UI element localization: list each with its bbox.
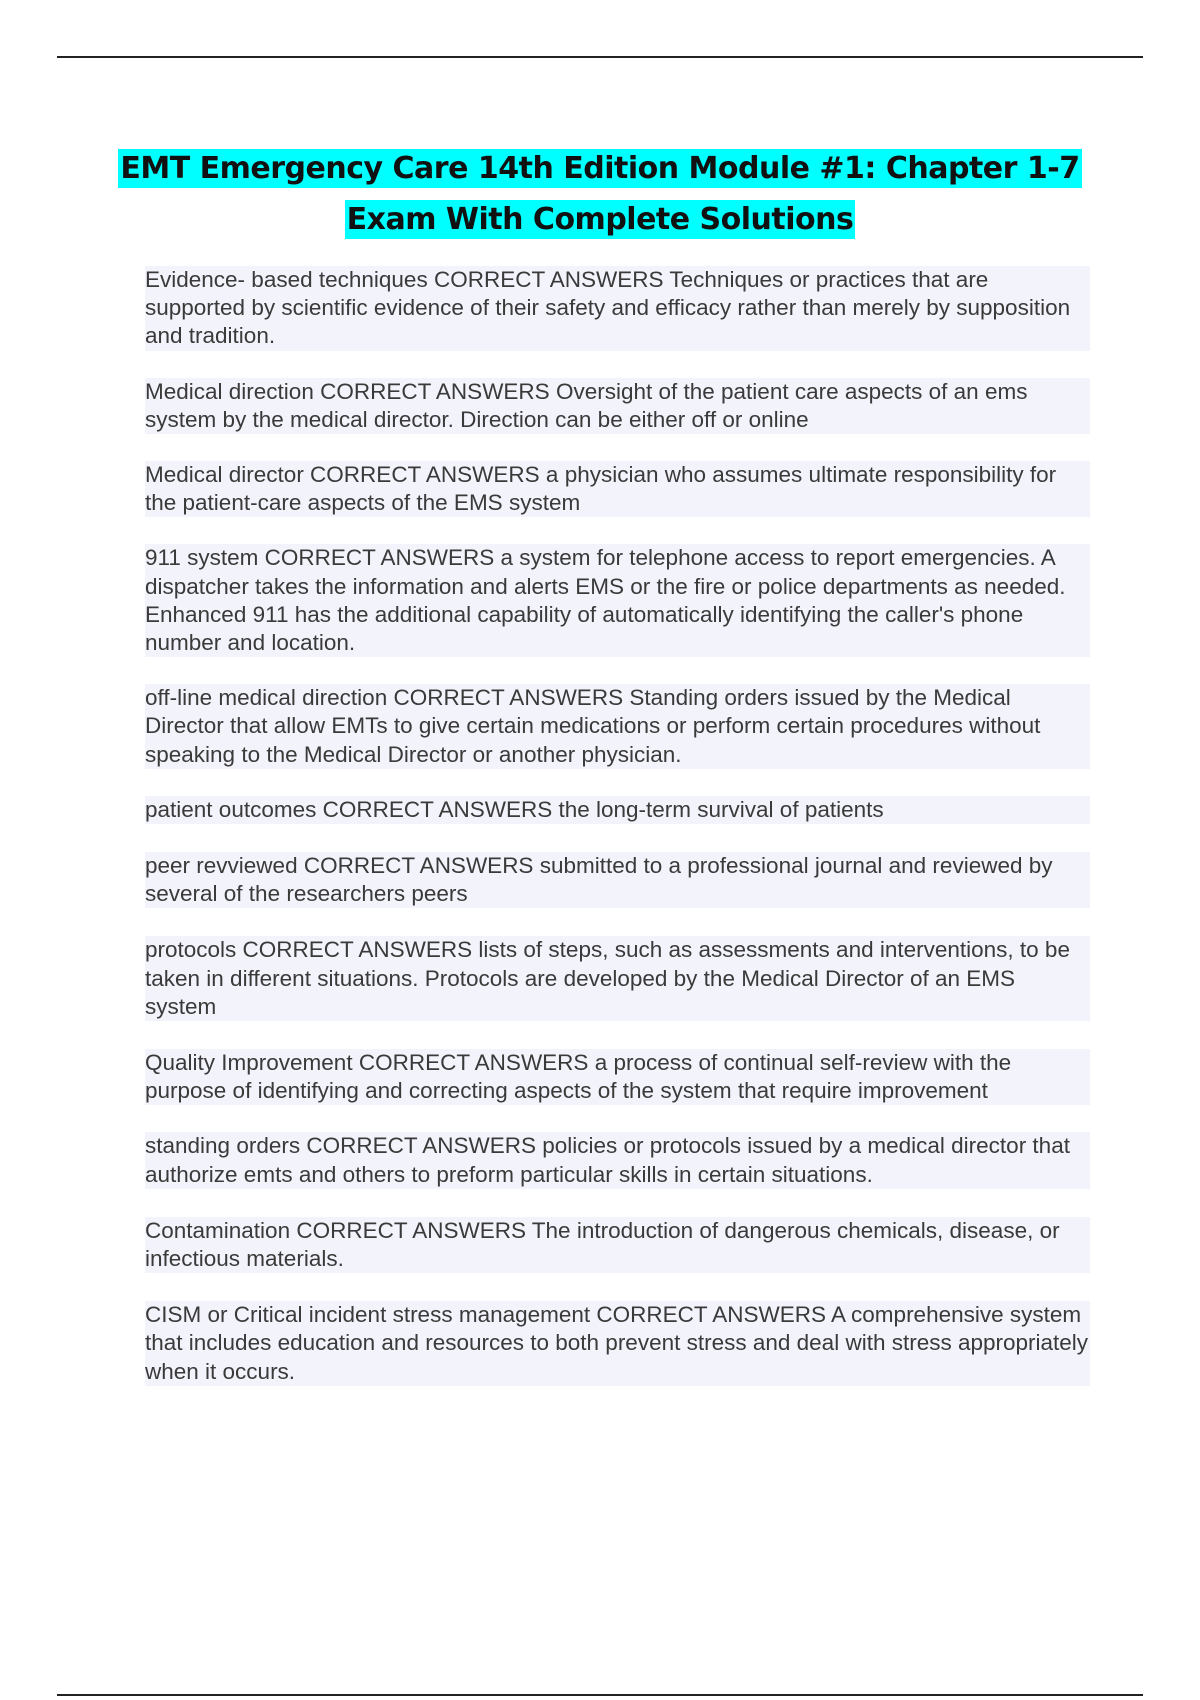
top-rule [57, 56, 1143, 58]
entry-off-line-medical-direction: off-line medical direction CORRECT ANSWERS Standing orders issued by the Medical Director that allow EMTs to give certain medications or perform certain procedures without speaking to the Medical Director or another physician. [145, 684, 1090, 769]
entry-protocols: protocols CORRECT ANSWERS lists of steps, such as assessments and interventions, to be taken in different situations. Protocols are developed by the Medical Director of an EMS system [145, 936, 1090, 1021]
entry-medical-director: Medical director CORRECT ANSWERS a physician who assumes ultimate responsibility for the patient-care aspects of the EMS system [145, 461, 1090, 517]
title-line-2: Exam With Complete Solutions [346, 202, 854, 237]
entry-cism: CISM or Critical incident stress management CORRECT ANSWERS A comprehensive system that includes education and resources to both prevent stress and deal with stress appropriately when it occurs. [145, 1301, 1090, 1386]
entry-standing-orders: standing orders CORRECT ANSWERS policies or protocols issued by a medical director that authorize emts and others to preform particular skills in certain situations. [145, 1132, 1090, 1188]
bottom-rule [57, 1694, 1143, 1696]
entry-quality-improvement: Quality Improvement CORRECT ANSWERS a process of continual self-review with the purpose of identifying and correcting aspects of the system that require improvement [145, 1049, 1090, 1105]
entry-patient-outcomes: patient outcomes CORRECT ANSWERS the long-term survival of patients [145, 796, 1090, 824]
entry-medical-direction: Medical direction CORRECT ANSWERS Oversight of the patient care aspects of an ems system by the medical director. Direction can be either off or online [145, 378, 1090, 434]
entry-peer-reviewed: peer revviewed CORRECT ANSWERS submitted to a professional journal and reviewed by several of the researchers peers [145, 852, 1090, 908]
entry-contamination: Contamination CORRECT ANSWERS The introduction of dangerous chemicals, disease, or infectious materials. [145, 1217, 1090, 1273]
entry-evidence-based-techniques: Evidence- based techniques CORRECT ANSWERS Techniques or practices that are supported by scientific evidence of their safety and efficacy rather than merely by supposition and tradition. [145, 266, 1090, 351]
entry-911-system: 911 system CORRECT ANSWERS a system for telephone access to report emergencies. A dispatcher takes the information and alerts EMS or the fire or police departments as needed. Enhanced 911 has the additional capability of automatically identifying the caller's phone number and location. [145, 544, 1090, 657]
title-line-1: EMT Emergency Care 14th Edition Module #1: Chapter 1-7 [120, 151, 1080, 186]
document-title [100, 143, 1100, 245]
answer-list [145, 266, 1090, 1386]
